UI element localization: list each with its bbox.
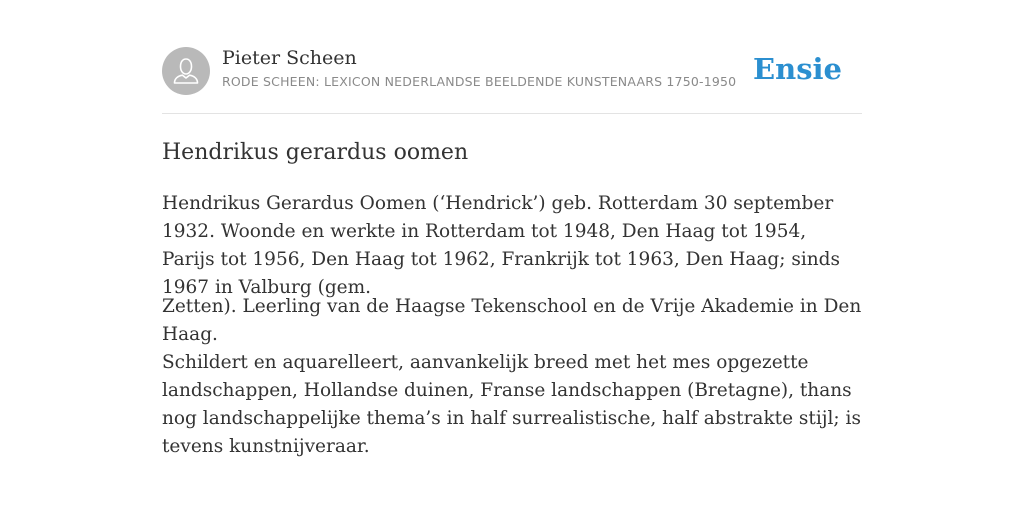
brand-logo[interactable]: Ensie xyxy=(753,52,842,86)
author-header xyxy=(162,46,862,96)
article-paragraph-2: Zetten). Leerling van de Haagse Tekenschool en de Vrije Akademie in Den Haag. xyxy=(162,296,862,345)
source-label[interactable]: RODE SCHEEN: LEXICON NEDERLANDSE BEELDENDE KUNSTENAARS 1750-1950 xyxy=(222,74,737,89)
author-name[interactable]: Pieter Scheen xyxy=(222,47,357,69)
article-title: Hendrikus gerardus oomen xyxy=(162,140,469,165)
article-paragraph-1: Hendrikus Gerardus Oomen (‘Hendrick’) geb. Rotterdam 30 september 1932. Woonde en werkte in Rotterdam tot 1948, Den Haag tot 1954, Parijs tot 1956, Den Haag tot 1962, Frankrijk tot 1963, Den Haag; sinds 1967 in Valburg (gem. xyxy=(162,193,841,298)
article-paragraph-3: Schildert en aquarelleert, aanvankelijk breed met het mes opgezette landschappen, Hollandse duinen, Franse landschappen (Bretagne), thans nog landschappelijke thema’s in half surrealistische, half abstrakte stijl; is tevens kunstnijveraar. xyxy=(162,352,861,457)
avatar[interactable] xyxy=(162,47,210,95)
user-silhouette-icon xyxy=(162,47,210,95)
header-divider xyxy=(162,113,862,114)
